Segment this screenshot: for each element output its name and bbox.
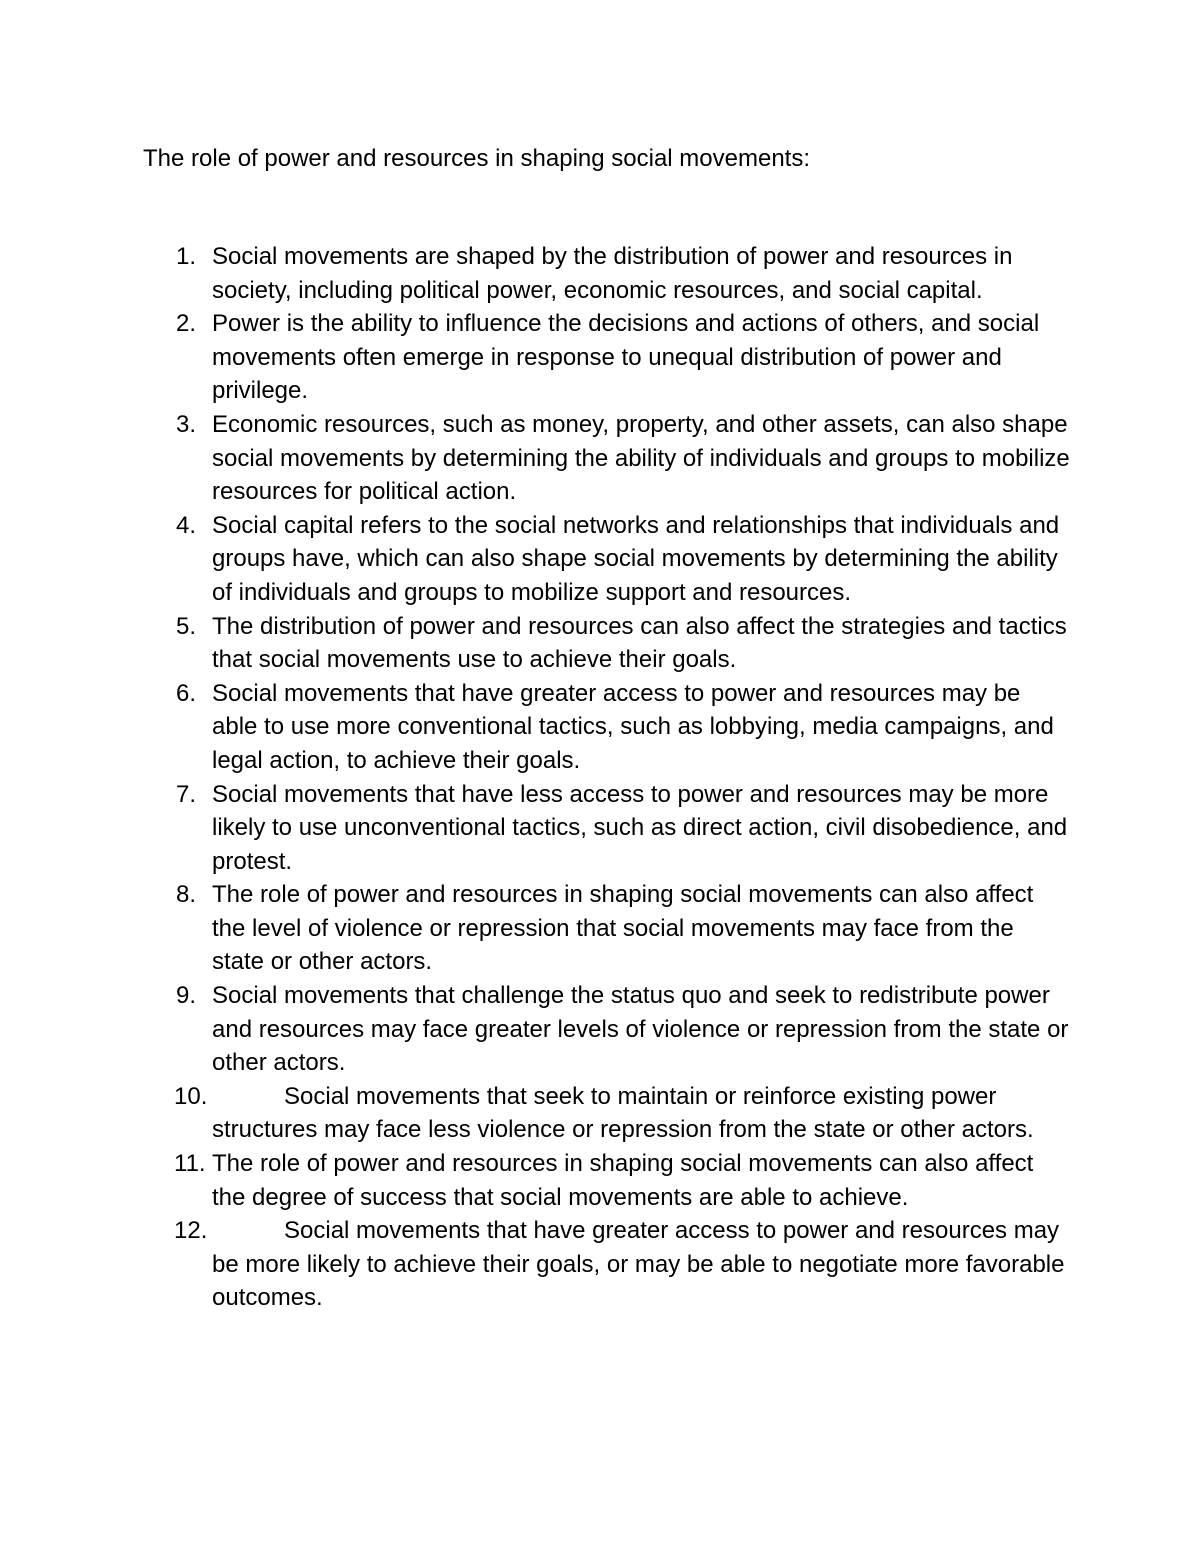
list-item [0, 408, 1072, 509]
list-item [0, 610, 1072, 677]
list-item-number: 1. [176, 243, 197, 270]
list-item [0, 509, 1072, 610]
list-item [0, 1080, 1072, 1147]
list-item-number: 11. [174, 1150, 206, 1178]
list-item-text: The role of power and resources in shaping social movements can also affect the degree of success that social movements are able to achieve. [212, 1150, 1034, 1211]
list-item-text: Social capital refers to the social networks and relationships that individuals and groups have, which can also shape social movements by determining the ability of individuals and groups to mobilize support and resources. [212, 511, 1060, 606]
list-item-text: Economic resources, such as money, property, and other assets, can also shape social movements by determining the ability of individuals and groups to mobilize resources for political action. [212, 410, 1070, 506]
list-item-number: 3. [176, 410, 197, 438]
list-item-text: The role of power and resources in shaping social movements can also affect the level of violence or repression that social movements may face from the state or other actors. [212, 881, 1034, 976]
list-item-number: 8. [176, 881, 197, 909]
list-item [0, 677, 1072, 778]
list-item-number: 2. [176, 310, 197, 338]
list-item-number: 4. [176, 511, 197, 539]
list-item-text: Social movements that have less access to power and resources may be more likely to use unconventional tactics, such as direct action, civil disobedience, and protest. [212, 780, 1068, 875]
document-title: The role of power and resources in shaping social movements: [143, 145, 811, 172]
list-item-number: 10. [174, 1082, 208, 1110]
list-item [0, 240, 1072, 307]
list-item-text: The distribution of power and resources can also affect the strategies and tactics that social movements use to achieve their goals. [212, 612, 1067, 674]
list-item-number: 5. [176, 612, 197, 640]
list-item [0, 1214, 1072, 1315]
list-item-number: 12. [174, 1217, 208, 1245]
list-item-number: 6. [176, 679, 197, 707]
list-item-number: 9. [176, 982, 197, 1010]
list-item-text: Power is the ability to influence the decisions and actions of others, and social movements often emerge in response to unequal distribution of power and privilege. [212, 310, 1040, 405]
list-item [0, 979, 1072, 1080]
list-item [0, 778, 1072, 879]
list-item-text: Social movements are shaped by the distribution of power and resources in society, including political power, economic resources, and social capital. [212, 243, 1013, 304]
list-item-text: Social movements that challenge the status quo and seek to redistribute power and resources may face greater levels of violence or repression from the state or other actors. [212, 982, 1069, 1077]
list-item [0, 1147, 1072, 1214]
list-item [0, 307, 1072, 408]
list-item-number: 7. [176, 780, 197, 808]
list-item-text: Social movements that have greater access to power and resources may be more likely to achieve their goals, or may be able to negotiate more favorable outcomes. [212, 1217, 1065, 1312]
list-item-text: Social movements that have greater access to power and resources may be able to use more conventional tactics, such as lobbying, media campaigns, and legal action, to achieve their goals. [212, 679, 1054, 774]
list-item-text: Social movements that seek to maintain or reinforce existing power structures may face less violence or repression from the state or other actors. [212, 1082, 1034, 1144]
numbered-list [0, 240, 1200, 1315]
list-item [0, 878, 1072, 979]
